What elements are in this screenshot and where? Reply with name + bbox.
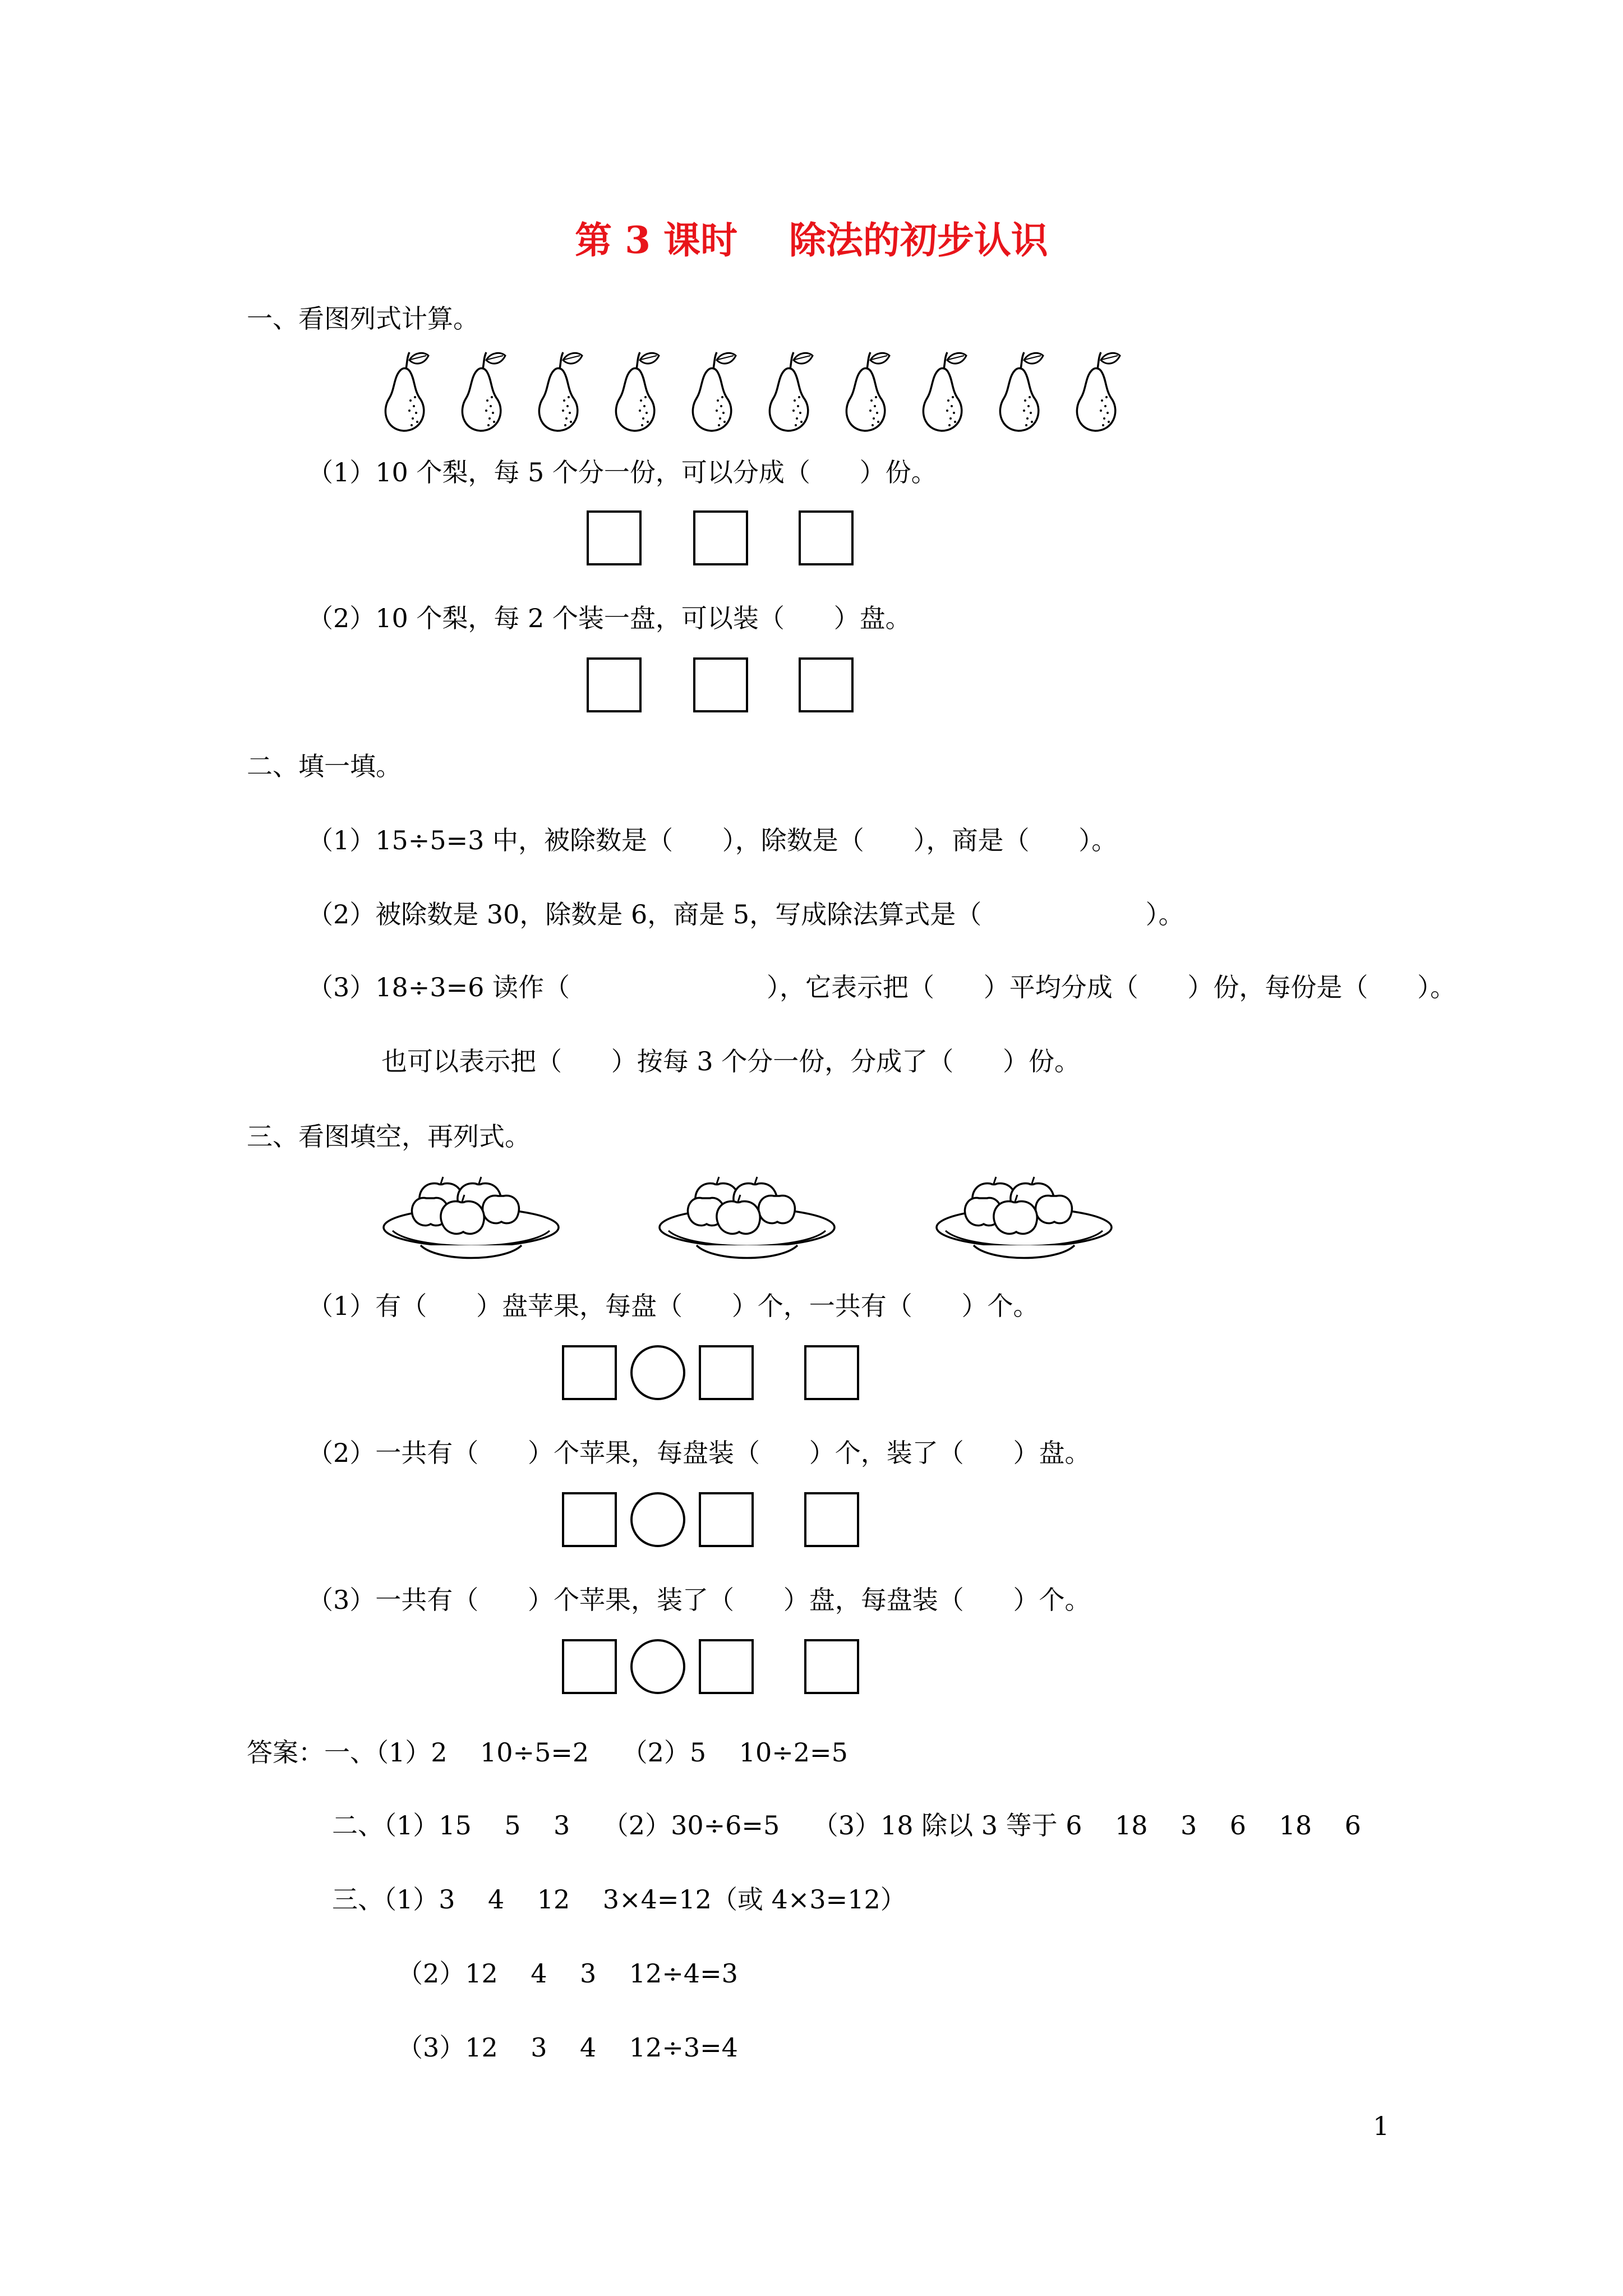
answer-box[interactable] <box>699 1345 754 1400</box>
section2-question-3: （3）18÷3=6 读作（ ），它表示把（ ）平均分成（ ）份，每份是（ ）。 <box>307 972 1456 1002</box>
operator-circle[interactable] <box>630 1639 685 1694</box>
answer-box[interactable] <box>799 510 854 565</box>
operator-circle[interactable] <box>630 1345 685 1400</box>
answer-box[interactable] <box>699 1639 754 1694</box>
answer-box[interactable] <box>693 510 748 565</box>
section3-question-2: （2）一共有（ ）个苹果，每盘装（ ）个，装了（ ）盘。 <box>307 1438 1091 1468</box>
operator-circle[interactable] <box>630 1492 685 1547</box>
page-number: 1 <box>1373 2111 1390 2141</box>
answer-box[interactable] <box>562 1492 617 1547</box>
answer-box[interactable] <box>699 1492 754 1547</box>
answer-box[interactable] <box>562 1345 617 1400</box>
section2-question-3-continued: 也可以表示把（ ）按每 3 个分一份，分成了（ ）份。 <box>381 1046 1080 1076</box>
section2-heading: 二、填一填。 <box>247 751 402 781</box>
answers-line-2: 二、（1）15 5 3 （2）30÷6=5 （3）18 除以 3 等于 6 18 3 6 18 6 <box>332 1810 1361 1841</box>
section2-question-1: （1）15÷5=3 中，被除数是（ ），除数是（ ），商是（ ）。 <box>307 825 1118 855</box>
section1-question-2: （2）10 个梨，每 2 个装一盘，可以装（ ）盘。 <box>307 603 911 633</box>
answer-box[interactable] <box>562 1639 617 1694</box>
section3-heading: 三、看图填空，再列式。 <box>247 1121 531 1152</box>
answers-line-3: 三、（1）3 4 12 3×4=12（或 4×3=12） <box>332 1884 906 1915</box>
answers-line-4: （2）12 4 3 12÷4=3 <box>397 1958 738 1989</box>
apple-plates-illustration <box>381 1167 1133 1268</box>
section2-question-2: （2）被除数是 30，除数是 6，商是 5，写成除法算式是（ ）。 <box>307 899 1184 930</box>
section1-heading: 一、看图列式计算。 <box>247 303 479 334</box>
pears-illustration <box>381 348 1166 438</box>
answer-box[interactable] <box>693 657 748 712</box>
answer-box[interactable] <box>804 1345 859 1400</box>
page-title: 第 3 课时 除法的初步认识 <box>575 218 1048 262</box>
answer-box[interactable] <box>587 510 642 565</box>
answer-box[interactable] <box>799 657 854 712</box>
answer-box[interactable] <box>804 1639 859 1694</box>
section3-question-3: （3）一共有（ ）个苹果，装了（ ）盘，每盘装（ ）个。 <box>307 1585 1091 1615</box>
answer-box[interactable] <box>587 657 642 712</box>
answers-line-5: （3）12 3 4 12÷3=4 <box>397 2032 738 2063</box>
section1-question-1: （1）10 个梨，每 5 个分一份，可以分成（ ）份。 <box>307 457 937 487</box>
answers-line-1: 答案：一、（1）2 10÷5=2 （2）5 10÷2=5 <box>247 1737 848 1768</box>
section3-question-1: （1）有（ ）盘苹果，每盘（ ）个，一共有（ ）个。 <box>307 1291 1039 1321</box>
answer-box[interactable] <box>804 1492 859 1547</box>
